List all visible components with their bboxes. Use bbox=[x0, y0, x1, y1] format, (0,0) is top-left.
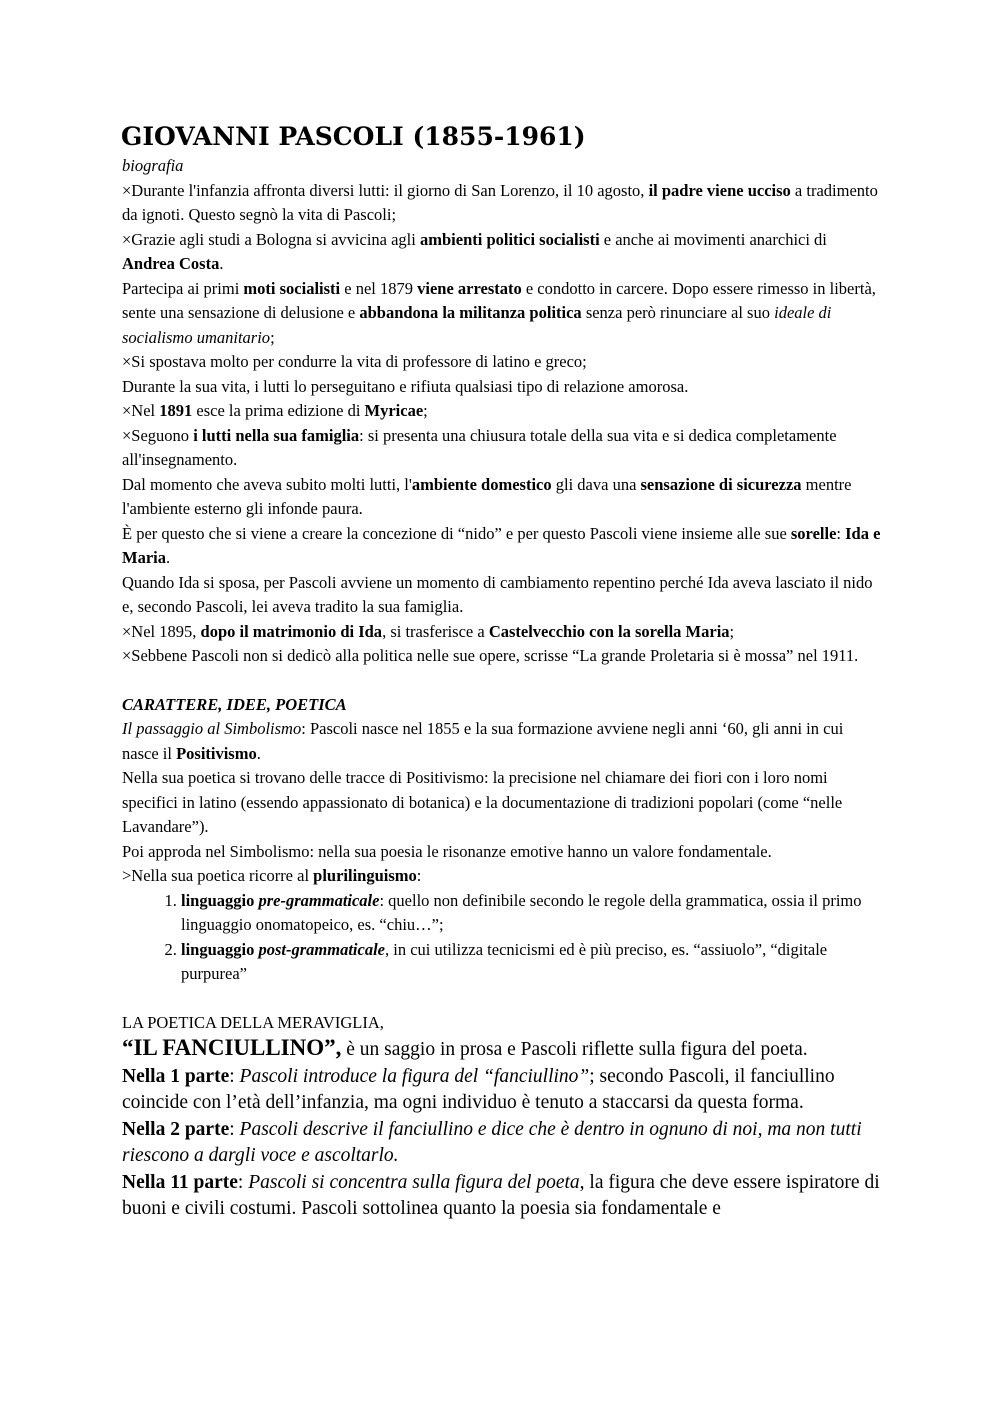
bio-paragraph-8: Dal momento che aveva subito molti lutti, l'ambiente domestico gli dava una sensazione di sicurezza mentre l'ambiente esterno gli infonde paura. bbox=[122, 474, 852, 518]
poetica-paragraph-3: Poi approda nel Simbolismo: nella sua poesia le risonanze emotive hanno un valore fondamentale. bbox=[122, 841, 772, 861]
bio-paragraph-5: Durante la sua vita, i lutti lo perseguitano e rifiuta qualsiasi tipo di relazione amorosa. bbox=[122, 376, 689, 396]
bio-paragraph-6: ×Nel 1891 esce la prima edizione di Myricae; bbox=[122, 401, 428, 420]
title-years: (1855-1961) bbox=[412, 122, 586, 151]
meraviglia-paragraph-1: “IL FANCIULLINO”, è un saggio in prosa e Pascoli riflette sulla figura del poeta. bbox=[122, 1035, 808, 1060]
poetica-paragraph-4: >Nella sua poetica ricorre al plurilinguismo: bbox=[122, 866, 422, 885]
meraviglia-paragraph-3: Nella 2 parte: Pascoli descrive il fanciullino e dice che è dentro in ognuno di noi, ma non tutti riescono a dargli voce e ascoltarlo. bbox=[122, 1118, 862, 1166]
poetica-heading: CARATTERE, IDEE, POETICA bbox=[122, 694, 347, 714]
bio-paragraph-12: ×Sebbene Pascoli non si dedicò alla politica nelle sue opere, scrisse “La grande Proletaria si è mossa” nel 1911. bbox=[122, 646, 859, 665]
bio-paragraph-7: ×Seguono i lutti nella sua famiglia: si presenta una chiusura totale della sua vita e si dedica completamente all'insegnamento. bbox=[122, 425, 837, 469]
meraviglia-paragraph-2: Nella 1 parte: Pascoli introduce la figura del “fanciullino”; secondo Pascoli, il fanciullino coincide con l’età dell’infanzia, ma ogni individuo è tenuto a staccarsi da questa forma. bbox=[122, 1065, 835, 1113]
list-item: 1. linguaggio pre-grammaticale: quello non definibile secondo le regole della grammatica, ossia il primo linguaggio onomatopeico, es. “chiu…”; bbox=[181, 889, 882, 938]
bio-paragraph-3: Partecipa ai primi moti socialisti e nel 1879 viene arrestato e condotto in carcere. Dopo essere rimesso in libertà, sente una sensazione di delusione e abbandona la militanza politica senza però rinunciare al suo ideale di socialismo umanitario; bbox=[122, 278, 876, 347]
title-name: GIOVANNI PASCOLI bbox=[121, 122, 404, 151]
list-item: 2. linguaggio post-grammaticale, in cui utilizza tecnicismi ed è più preciso, es. “assiuolo”, “digitale purpurea” bbox=[181, 938, 882, 987]
meraviglia-heading: LA POETICA DELLA MERAVIGLIA, bbox=[122, 1012, 384, 1032]
bio-paragraph-2: ×Grazie agli studi a Bologna si avvicina agli ambienti politici socialisti e anche ai movimenti anarchici di Andrea Costa. bbox=[122, 229, 827, 273]
document-title bbox=[121, 120, 882, 154]
bio-paragraph-1: ×Durante l'infanzia affronta diversi lutti: il giorno di San Lorenzo, il 10 agosto, il padre viene ucciso a tradimento da ignoti. Questo segnò la vita di Pascoli; bbox=[122, 180, 878, 224]
bio-paragraph-9: È per questo che si viene a creare la concezione di “nido” e per questo Pascoli viene insieme alle sue sorelle: Ida e Maria. bbox=[122, 523, 881, 567]
bio-paragraph-4: ×Si spostava molto per condurre la vita di professore di latino e greco; bbox=[122, 352, 587, 371]
section-spacer bbox=[122, 987, 882, 1011]
bio-paragraph-11: ×Nel 1895, dopo il matrimonio di Ida, si trasferisce a Castelvecchio con la sorella Maria; bbox=[122, 621, 735, 641]
document-content bbox=[122, 120, 882, 1223]
linguaggio-list bbox=[122, 889, 882, 987]
poetica-paragraph-2: Nella sua poetica si trovano delle tracce di Positivismo: la precisione nel chiamare dei fiori con i loro nomi specifici in latino (essendo appassionato di botanica) e la documentazione di tradizioni popolari (come “nelle Lavandare”). bbox=[122, 768, 843, 836]
meraviglia-paragraph-4: Nella 11 parte: Pascoli si concentra sulla figura del poeta, la figura che deve essere ispiratore di buoni e civili costumi. Pascoli sottolinea quanto la poesia sia fondamentale e bbox=[122, 1171, 880, 1219]
bio-paragraph-10: Quando Ida si sposa, per Pascoli avviene un momento di cambiamento repentino perché Ida aveva lasciato il nido e, secondo Pascoli, lei aveva tradito la sua famiglia. bbox=[122, 572, 873, 616]
section-spacer bbox=[122, 669, 882, 693]
bio-heading: biografia bbox=[122, 156, 184, 175]
poetica-paragraph-1: Il passaggio al Simbolismo: Pascoli nasce nel 1855 e la sua formazione avviene negli anni ‘60, gli anni in cui nasce il Positivismo. bbox=[122, 719, 844, 763]
